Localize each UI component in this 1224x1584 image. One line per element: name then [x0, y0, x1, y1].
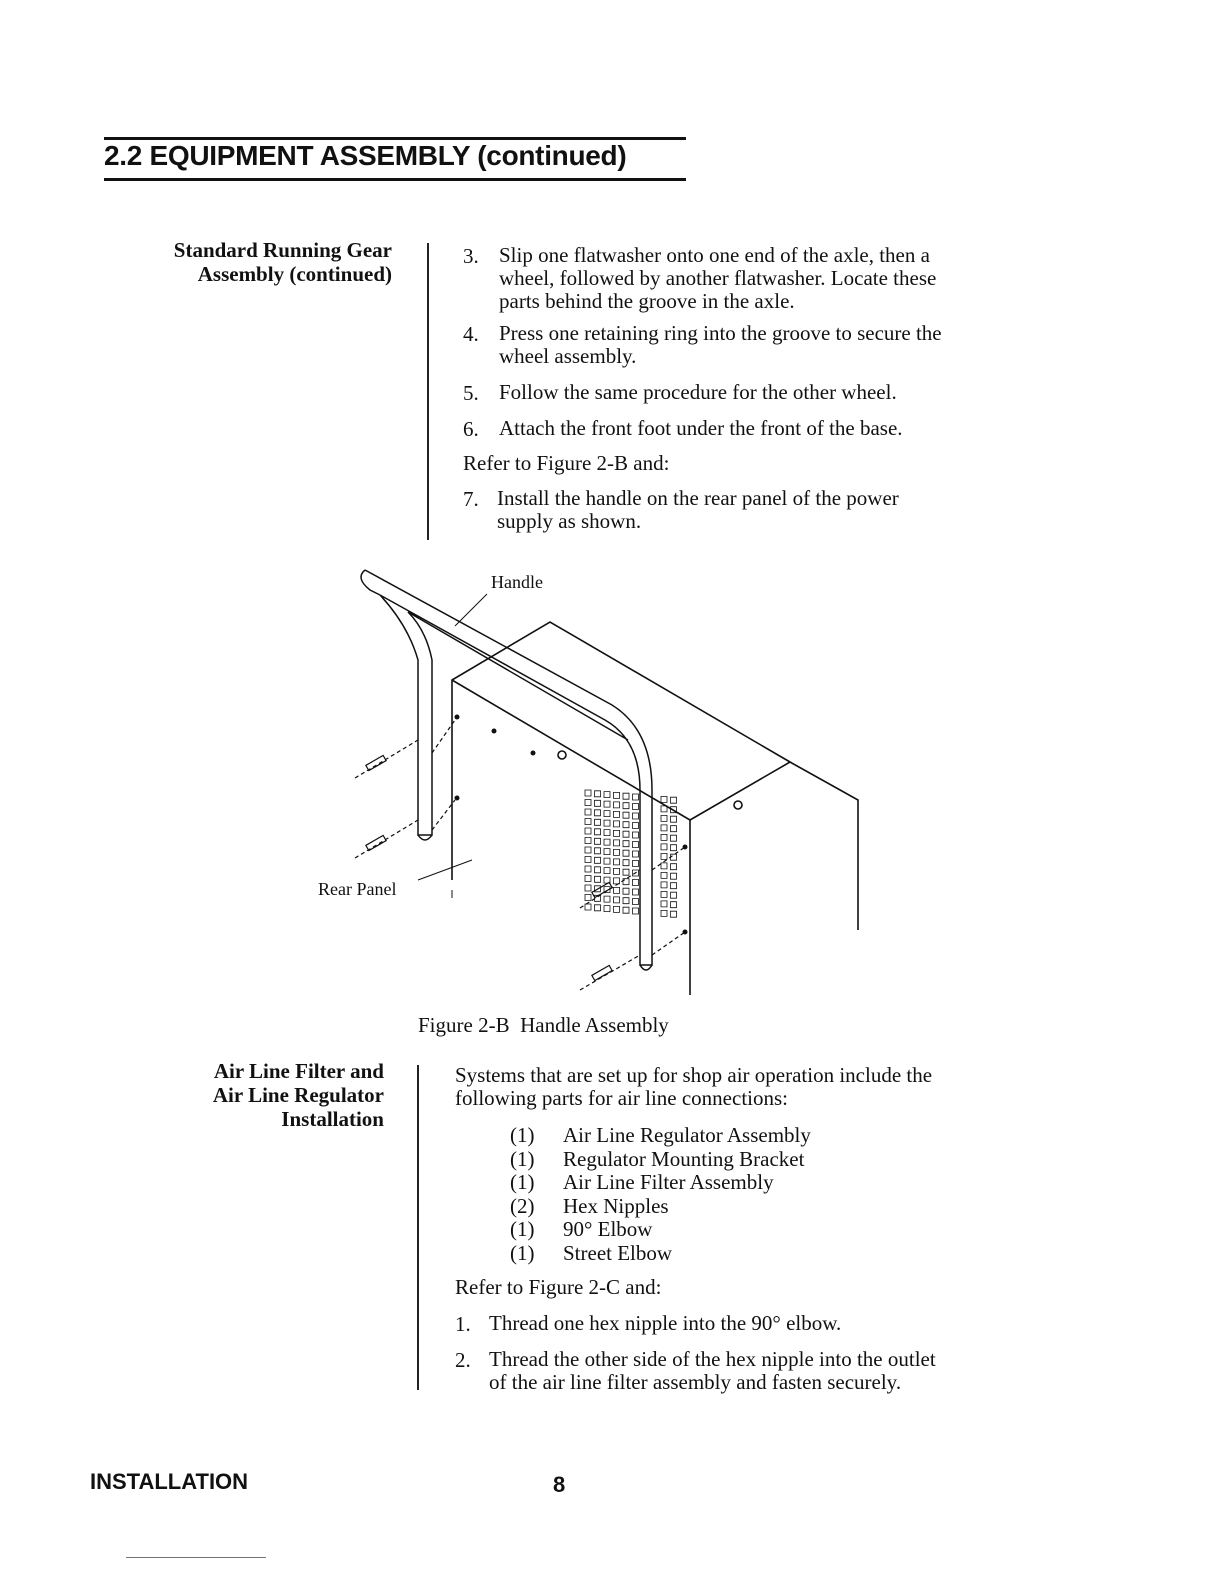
part-qty: (1) [510, 1217, 535, 1241]
footer-section: INSTALLATION [90, 1469, 249, 1494]
margin-bar [417, 1065, 419, 1390]
page-title: 2.2 EQUIPMENT ASSEMBLY (continued) [104, 140, 627, 171]
part-item [510, 1170, 910, 1194]
step-number: 6. [463, 417, 479, 441]
step-number: 2. [455, 1348, 471, 1372]
part-name: Air Line Filter Assembly [563, 1170, 774, 1194]
step-number: 3. [463, 244, 479, 268]
part-item [510, 1217, 910, 1241]
part-item [510, 1194, 910, 1218]
heading-line: Standard Running Gear [173, 238, 392, 262]
refer-text: Refer to Figure 2-B and: [463, 451, 670, 475]
vent-grille [585, 790, 677, 917]
step-1 [455, 1312, 1055, 1348]
step-text: Thread one hex nipple into the 90° elbow. [489, 1311, 842, 1335]
part-qty: (1) [510, 1123, 535, 1147]
part-item [510, 1123, 910, 1147]
power-supply-box [452, 622, 858, 995]
part-name: Hex Nipples [563, 1193, 669, 1218]
page-number: 8 [553, 1472, 566, 1497]
step-text: Attach the front foot under the front of the base. [499, 416, 903, 440]
part-item [510, 1241, 910, 1265]
part-name: 90° Elbow [563, 1217, 653, 1241]
step-text: wheel assembly. [499, 344, 637, 368]
label-handle: Handle [491, 572, 543, 592]
nut [558, 751, 566, 759]
part-qty: (2) [510, 1193, 535, 1218]
parts-list [510, 1123, 910, 1264]
nut [734, 801, 742, 809]
handle [361, 570, 652, 970]
intro-paragraph [455, 1064, 932, 1110]
step-text: Install the handle on the rear panel of the power [497, 486, 899, 510]
heading-line: Installation [281, 1107, 384, 1131]
part-name: Regulator Mounting Bracket [563, 1146, 805, 1171]
step-text: parts behind the groove in the axle. [499, 289, 795, 313]
refer-text: Refer to Figure 2-C and: [455, 1275, 662, 1299]
part-qty: (1) [510, 1240, 535, 1265]
step-number: 4. [463, 322, 479, 346]
steps-list-2 [455, 1312, 1055, 1398]
heading-line: Assembly (continued) [197, 262, 392, 286]
step-text: wheel, followed by another flatwasher. Locate these [499, 266, 937, 290]
section-heading-air-line [213, 1059, 384, 1131]
step-text: of the air line filter assembly and fasten securely. [489, 1370, 902, 1394]
step-text: Follow the same procedure for the other wheel. [499, 380, 897, 404]
step-text: supply as shown. [497, 509, 642, 533]
heading-line: Air Line Filter and [213, 1059, 384, 1083]
step-text: Press one retaining ring into the groove to secure the [499, 321, 942, 345]
step-number: 7. [463, 487, 479, 511]
step-number: 5. [463, 381, 479, 405]
step-text: Slip one flatwasher onto one end of the axle, then a [499, 243, 930, 267]
label-rear-panel: Rear Panel [318, 879, 397, 899]
footer-rule [126, 1557, 266, 1558]
step-text: Thread the other side of the hex nipple into the outlet [489, 1347, 936, 1371]
intro-line: following parts for air line connections: [455, 1086, 788, 1110]
part-qty: (1) [510, 1170, 535, 1194]
part-qty: (1) [510, 1146, 535, 1171]
part-name: Street Elbow [563, 1240, 673, 1265]
step-2 [455, 1348, 1055, 1398]
figure-caption: Figure 2-B Handle Assembly [418, 1013, 669, 1037]
heading-line: Air Line Regulator [212, 1083, 384, 1107]
step-number: 1. [455, 1312, 471, 1336]
intro-line: Systems that are set up for shop air operation include the [455, 1063, 933, 1087]
part-name: Air Line Regulator Assembly [563, 1123, 811, 1147]
part-item [510, 1147, 910, 1171]
